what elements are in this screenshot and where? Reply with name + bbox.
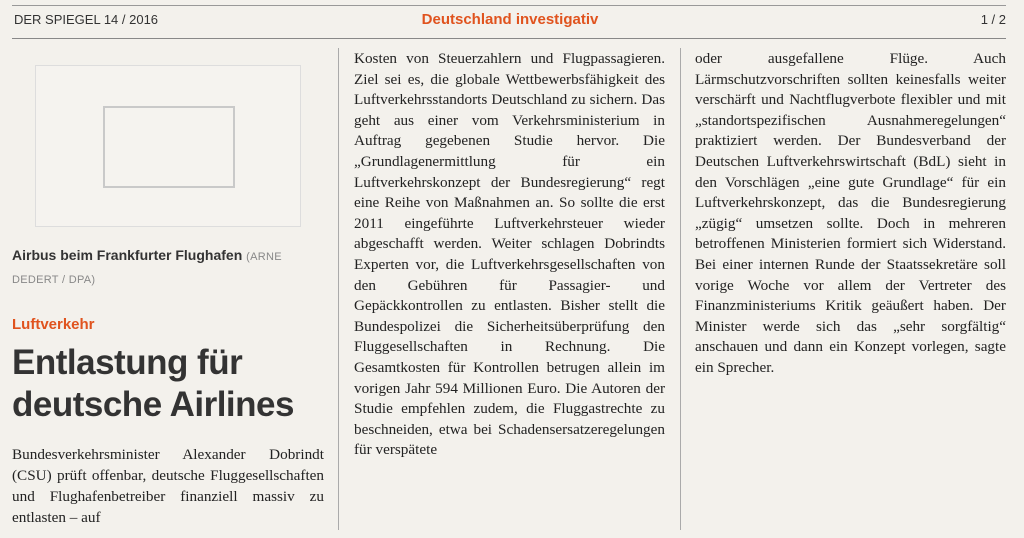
article-image-placeholder[interactable] [35, 65, 301, 227]
header-bottom-rule [12, 38, 1006, 39]
column-divider [338, 48, 339, 530]
caption-text: Airbus beim Frankfurter Flughafen [12, 247, 243, 263]
issue-label: DER SPIEGEL 14 / 2016 [14, 12, 159, 27]
image-caption [12, 245, 312, 291]
section-title[interactable]: Deutschland investigativ [421, 11, 599, 28]
photo-credit: (ARNE DEDERT / DPA) [12, 251, 282, 286]
image-icon [103, 106, 235, 188]
article-headline: Entlastung für deutsche Airlines [12, 343, 294, 424]
article-column-3 [695, 49, 1006, 379]
article-lead-paragraph: Bundesverkehrsminister Alexander Dobrindt (CSU) prüft offenbar, deutsche Fluggesellschaften und Flughafenbetreiber finanziell massiv zu entlasten – auf [12, 446, 324, 526]
article-kicker: Luftverkehr [12, 316, 95, 333]
column-2-text: Kosten von Steuerzahlern und Flugpassagieren. Ziel sei es, die globale Wettbewerbsfähigkeit des Luftverkehrsstandorts Deutschland zu sichern. Das geht aus einer vom Verkehrsministerium in Auftrag gegebenen Studie hervor. Die „Grundlagenermittlung für ein Luftverkehrskonzept der Bundesregierung“ regt eine Reihe von Maßnahmen an. So sollte die erst 2011 eingeführte Luftverkehrsteuer wieder abgeschafft werden. Weiter schlagen Dobrindts Experten vor, die Luftverkehrsgesellschaften von den Gebühren für Passagier- und Gepäckkontrollen zu entlasten. Bisher stellt die Bundespolizei die Sicherheitsüberprüfung den Fluggesellschaften in Rechnung. Die Gesamtkosten für Kontrollen betrugen allein im vorigen Jahr 594 Millionen Euro. Die Autoren der Studie empfehlen zudem, die Fluggastrechte zu beschneiden, etwa bei Schadensersatzeregelungen für verspätete [354, 50, 665, 459]
column-3-text: oder ausgefallene Flüge. Auch Lärmschutzvorschriften sollten keinesfalls weiter verschärft und Nachtflugverbote flexibler und mit „standortspezifischen Ausnahmeregelungen“ praktiziert werden. Der Bundesverband der Deutschen Luftverkehrswirtschaft (BdL) sieht in den Vorschlägen „eine gute Grundlage“ für ein Luftverkehrskonzept, das die Bundesregierung „zügig“ umsetzen sollte. Doch in mehreren betroffenen Ministerien formiert sich Widerstand. Bei einer internen Runde der Staatssekretäre soll vorige Woche vor allem der Vertreter des Finanzministeriums Kritik geäußert haben. Der Minister werde sich das „sehr sorgfältig“ anschauen und dann ein Konzept vorlegen, sagte ein Sprecher. [695, 50, 1006, 376]
page-indicator: 1 / 2 [980, 12, 1006, 27]
header-top-rule [12, 5, 1006, 6]
article-column-2 [354, 49, 665, 461]
column-divider [680, 48, 681, 530]
